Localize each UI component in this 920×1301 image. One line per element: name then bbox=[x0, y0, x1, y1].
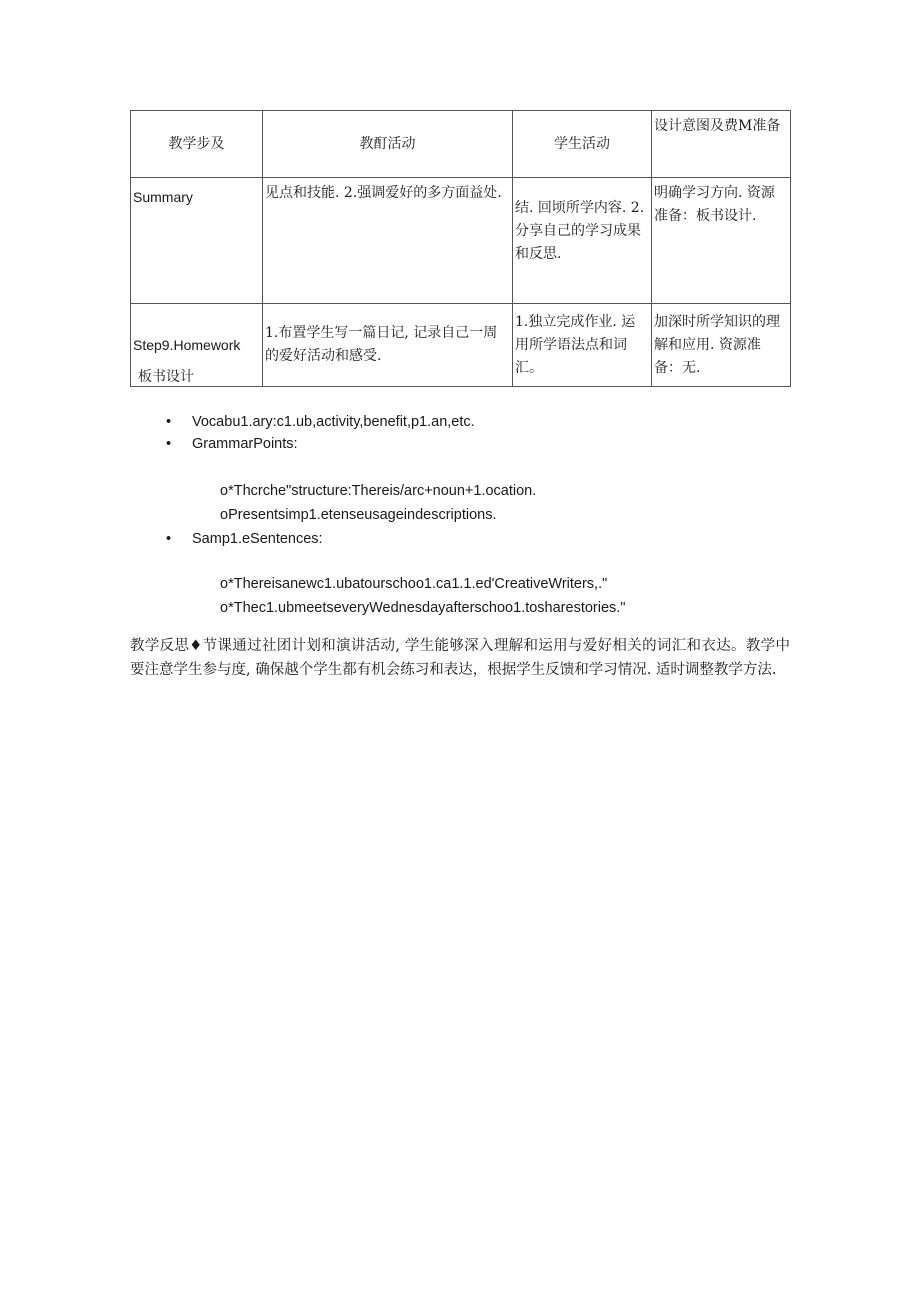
grammar-point: o*Thcrche"structure:Thereis/arc+noun+1.ocation. bbox=[220, 483, 537, 499]
row-design-intent: 加深时所学知识的理解和应用. 资源准备：无. bbox=[652, 304, 791, 387]
board-design-title: 板书设计 bbox=[138, 369, 194, 385]
row-teacher-activity: 1.布置学生写一篇日记, 记录自己一周的爱好活动和感受. bbox=[263, 304, 513, 387]
list-item: • Vocabu1.ary:c1.ub,activity,benefit,p1.an,etc. bbox=[166, 411, 766, 433]
header-student-activity: 学生活动 bbox=[513, 111, 652, 178]
sample-sentence: o*Thereisanewc1.ubatourschoo1.ca1.1.ed'CreativeWriters,." bbox=[220, 576, 608, 592]
bullet-icon: • bbox=[166, 414, 172, 430]
row-teacher-activity: 见点和技能. 2.强调爱好的多方面益处. bbox=[263, 178, 513, 304]
bullet-icon: • bbox=[166, 531, 172, 547]
table-row bbox=[131, 178, 791, 304]
sample-sentence: o*Thec1.ubmeetseveryWednesdayafterschoo1.tosharestories." bbox=[220, 600, 626, 616]
row-step: Step9.Homework bbox=[131, 304, 263, 387]
bullet-icon: • bbox=[166, 436, 172, 452]
row-design-intent: 明确学习方向. 资源准备：板书设计. bbox=[652, 178, 791, 304]
board-list bbox=[166, 528, 766, 550]
board-list bbox=[166, 411, 766, 455]
teaching-reflection: 教学反思♦节课通过社团计划和演讲活动, 学生能够深入理解和运用与爱好相关的词汇和衣达。教学中要注意学生参与度, 确保越个学生都有机会练习和表达，根据学生反馈和学习情况. 适时调整教学方法. bbox=[130, 638, 790, 678]
row-student-activity: 结. 回顷所学内容. 2.分享自己的学习成果和反思. bbox=[513, 178, 652, 304]
lesson-plan-table bbox=[130, 110, 791, 387]
list-item: • Samp1.eSentences: bbox=[166, 528, 766, 550]
list-item: • GrammarPoints: bbox=[166, 433, 766, 455]
header-design-intent: 设计意图及费M准备 bbox=[652, 111, 791, 178]
row-student-activity: 1.独立完成作业. 运用所学语法点和词汇。 bbox=[513, 304, 652, 387]
table-header-row bbox=[131, 111, 791, 178]
row-step: Summary bbox=[131, 178, 263, 304]
header-step: 教学步及 bbox=[131, 111, 263, 178]
table-row bbox=[131, 304, 791, 387]
grammar-point: oPresentsimp1.etenseusageindescriptions. bbox=[220, 507, 497, 523]
header-teacher-activity: 教酊活动 bbox=[263, 111, 513, 178]
